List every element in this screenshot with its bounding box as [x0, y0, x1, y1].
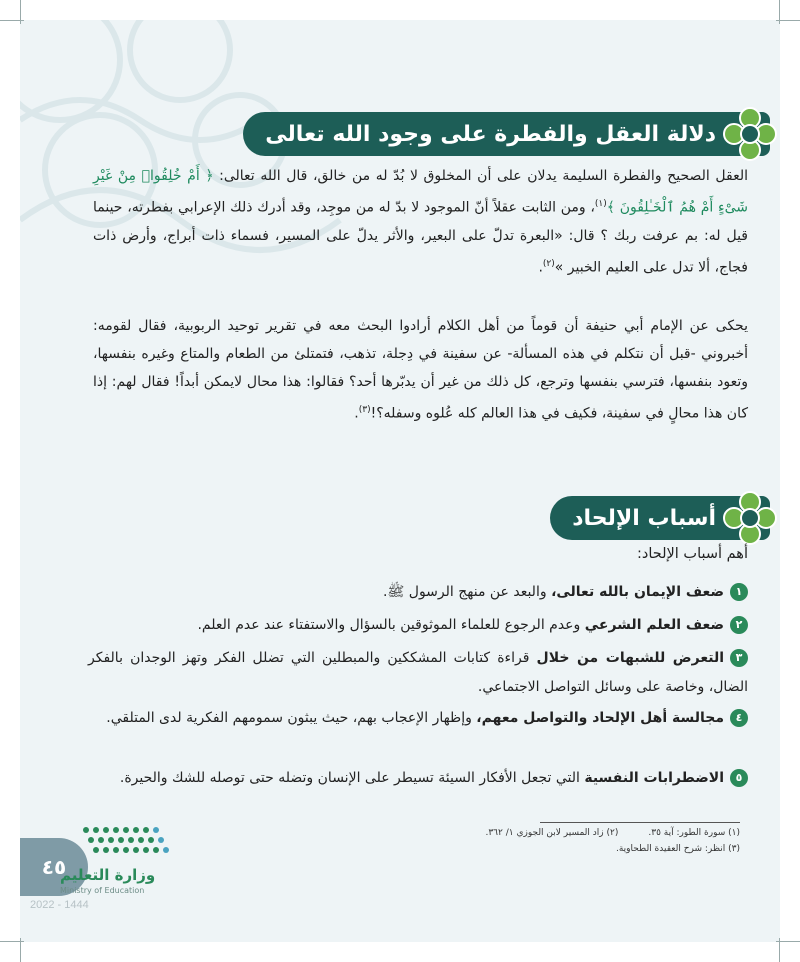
item-bold: ضعف العلم الشرعي [584, 617, 724, 633]
number-badge: ٢ [730, 616, 748, 634]
paragraph-reason: العقل الصحيح والفطرة السليمة يدلان على أن المخلوق لا بُدّ له من خالق، قال الله تعالى: ﴿ أَمْ خُلِقُوا۟ مِنْ غَيْرِ شَىْءٍ أَمْ هُمُ ٱلْخَـٰلِقُونَ ﴾$^{(١)}$، ومن الثابت عقلاً أنّ الموجود لا بدّ له من موجِد، وقد أدرك ذلك الإعرابي بفطرته، حينما قيل له: بم عرفت ربك ؟ قال: «البعرة تدلّ على البعير، والأثر يدلّ على المسير، فسماء ذات أبراج، وأرض ذات فجاج، ألا تدل على العليم الخبير »$^{(٢)}$. [93, 168, 748, 276]
section-title: دلالة العقل والفطرة على وجود الله تعالى [265, 121, 716, 147]
paragraph-text: العقل الصحيح والفطرة السليمة يدلان على أن المخلوق لا بُدّ له من خالق، قال الله تعالى: [219, 168, 748, 184]
footnote-divider [540, 822, 740, 823]
paragraph-abu-hanifa: يحكى عن الإمام أبي حنيفة أن قوماً من أهل الكلام أرادوا البحث معه في تقرير توحيد الربوبية، فقال لقومه: أخبروني -قبل أن نتكلم في هذه المسألة- عن سفينة في دِجلة، تذهب، فتمتلئ من الطعام والمتاع وغيره بنفسها، وتعود بنفسها، فترسي بنفسها وترجع، كل ذلك من غير أن يدبّرها أحد؟ فقالوا: هذا محال لايمكن أبداً! فقال لهم: إذا كان هذا محالٍ في سفينة، فكيف في هذا العالم كله عُلوه وسفله؟!$^{(٣)}$. [93, 318, 748, 422]
footnote-ref: (٢) [542, 258, 555, 269]
list-item [88, 644, 748, 702]
paragraph-text: يحكى عن الإمام أبي حنيفة أن قوماً من أهل الكلام أرادوا البحث معه في تقرير توحيد الربوبية، فقال لقومه: أخبروني -قبل أن نتكلم في هذه المسألة- عن سفينة في دِجلة، تذهب، فتمتلئ من الطعام والمتاع وغيره بنفسها، وتعود بنفسها، فترسي بنفسها وترجع، كل ذلك من غير أن يدبّرها أحد؟ فقالوا: هذا محال لايمكن أبداً! فقال لهم: إذا كان هذا محالٍ في سفينة، فكيف في هذا العالم كله عُلوه وسفله؟! [93, 318, 748, 422]
footnote: (١) سورة الطور: آية ٣٥. [648, 828, 740, 838]
number-badge: ٥ [730, 769, 748, 787]
ministry-name-ar: وزارة التعليم [60, 866, 156, 884]
number-badge: ٤ [730, 709, 748, 727]
page-background [20, 20, 780, 942]
ministry-name-en: Ministry of Education [60, 886, 145, 895]
item-text: وإظهار الإعجاب بهم، حيث يبثون سمومهم الفكرية لدى المتلقي. [106, 710, 477, 726]
item-text: قراءة كتابات المشككين والمبطلين التي تضلل الفكر وتهز الوجدان بالفكر الضال، وخاصة على وسائل التواصل الاجتماعي. [88, 650, 748, 695]
flower-ornament-icon [722, 490, 778, 546]
section-heading-atheism-causes [550, 496, 770, 540]
crop-mark [779, 938, 780, 962]
item-text: التي تجعل الأفكار السيئة تسيطر على الإنسان وتضله حتى توصله للشك والحيرة. [119, 770, 585, 786]
crop-mark [20, 938, 21, 962]
quran-verse: ﴿ أَمْ خُلِقُوا۟ مِنْ غَيْرِ شَىْءٍ أَمْ هُمُ ٱلْخَـٰلِقُونَ ﴾ [93, 168, 748, 216]
list-item [88, 578, 748, 607]
footnote: (٣) انظر: شرح العقيدة الطحاوية. [615, 844, 740, 854]
footnote-ref: (٣) [358, 405, 371, 415]
section-title: أسباب الإلحاد [572, 505, 716, 531]
list-item [88, 611, 748, 640]
section-heading-reason [243, 112, 770, 156]
crop-mark [20, 0, 21, 24]
number-badge: ٣ [730, 649, 748, 667]
item-bold: الاضطرابات النفسية [584, 770, 724, 786]
list-item [88, 764, 748, 793]
item-bold: مجالسة أهل الإلحاد والتواصل معهم، [476, 710, 724, 726]
ministry-logo-icon [76, 822, 172, 862]
list-intro: أهم أسباب الإلحاد: [636, 546, 748, 562]
item-text: والبعد عن منهج الرسول ﷺ. [382, 584, 552, 600]
page-number: ٤٥ [20, 838, 88, 896]
item-text: وعدم الرجوع للعلماء الموثوقين بالسؤال والاستفتاء عند عدم العلم. [197, 617, 585, 633]
item-bold: ضعف الإيمان بالله تعالى، [551, 584, 724, 600]
footnotes [455, 825, 740, 857]
item-bold: التعرض للشبهات من خلال [536, 650, 725, 666]
flower-ornament-icon [722, 106, 778, 162]
crop-mark [779, 0, 780, 24]
footnote-ref: (١) [594, 199, 607, 209]
paragraph-text: ، ومن الثابت عقلاً أنّ الموجود لا بدّ له من موجِد، وقد أدرك ذلك الإعرابي بفطرته، حينما قيل له: بم عرفت ربك ؟ قال: «البعرة تدلّ على البعير، والأثر يدلّ على المسير، فسماء ذات أبراج، وأرض ذات فجاج، ألا تدل على العليم الخبير » [93, 199, 748, 276]
number-badge: ١ [730, 583, 748, 601]
edition-year: 2022 - 1444 [30, 899, 89, 911]
footnote: (٢) زاد المسير لابن الجوزي ١/ ٣٦٢. [485, 828, 619, 838]
list-item [88, 704, 748, 733]
